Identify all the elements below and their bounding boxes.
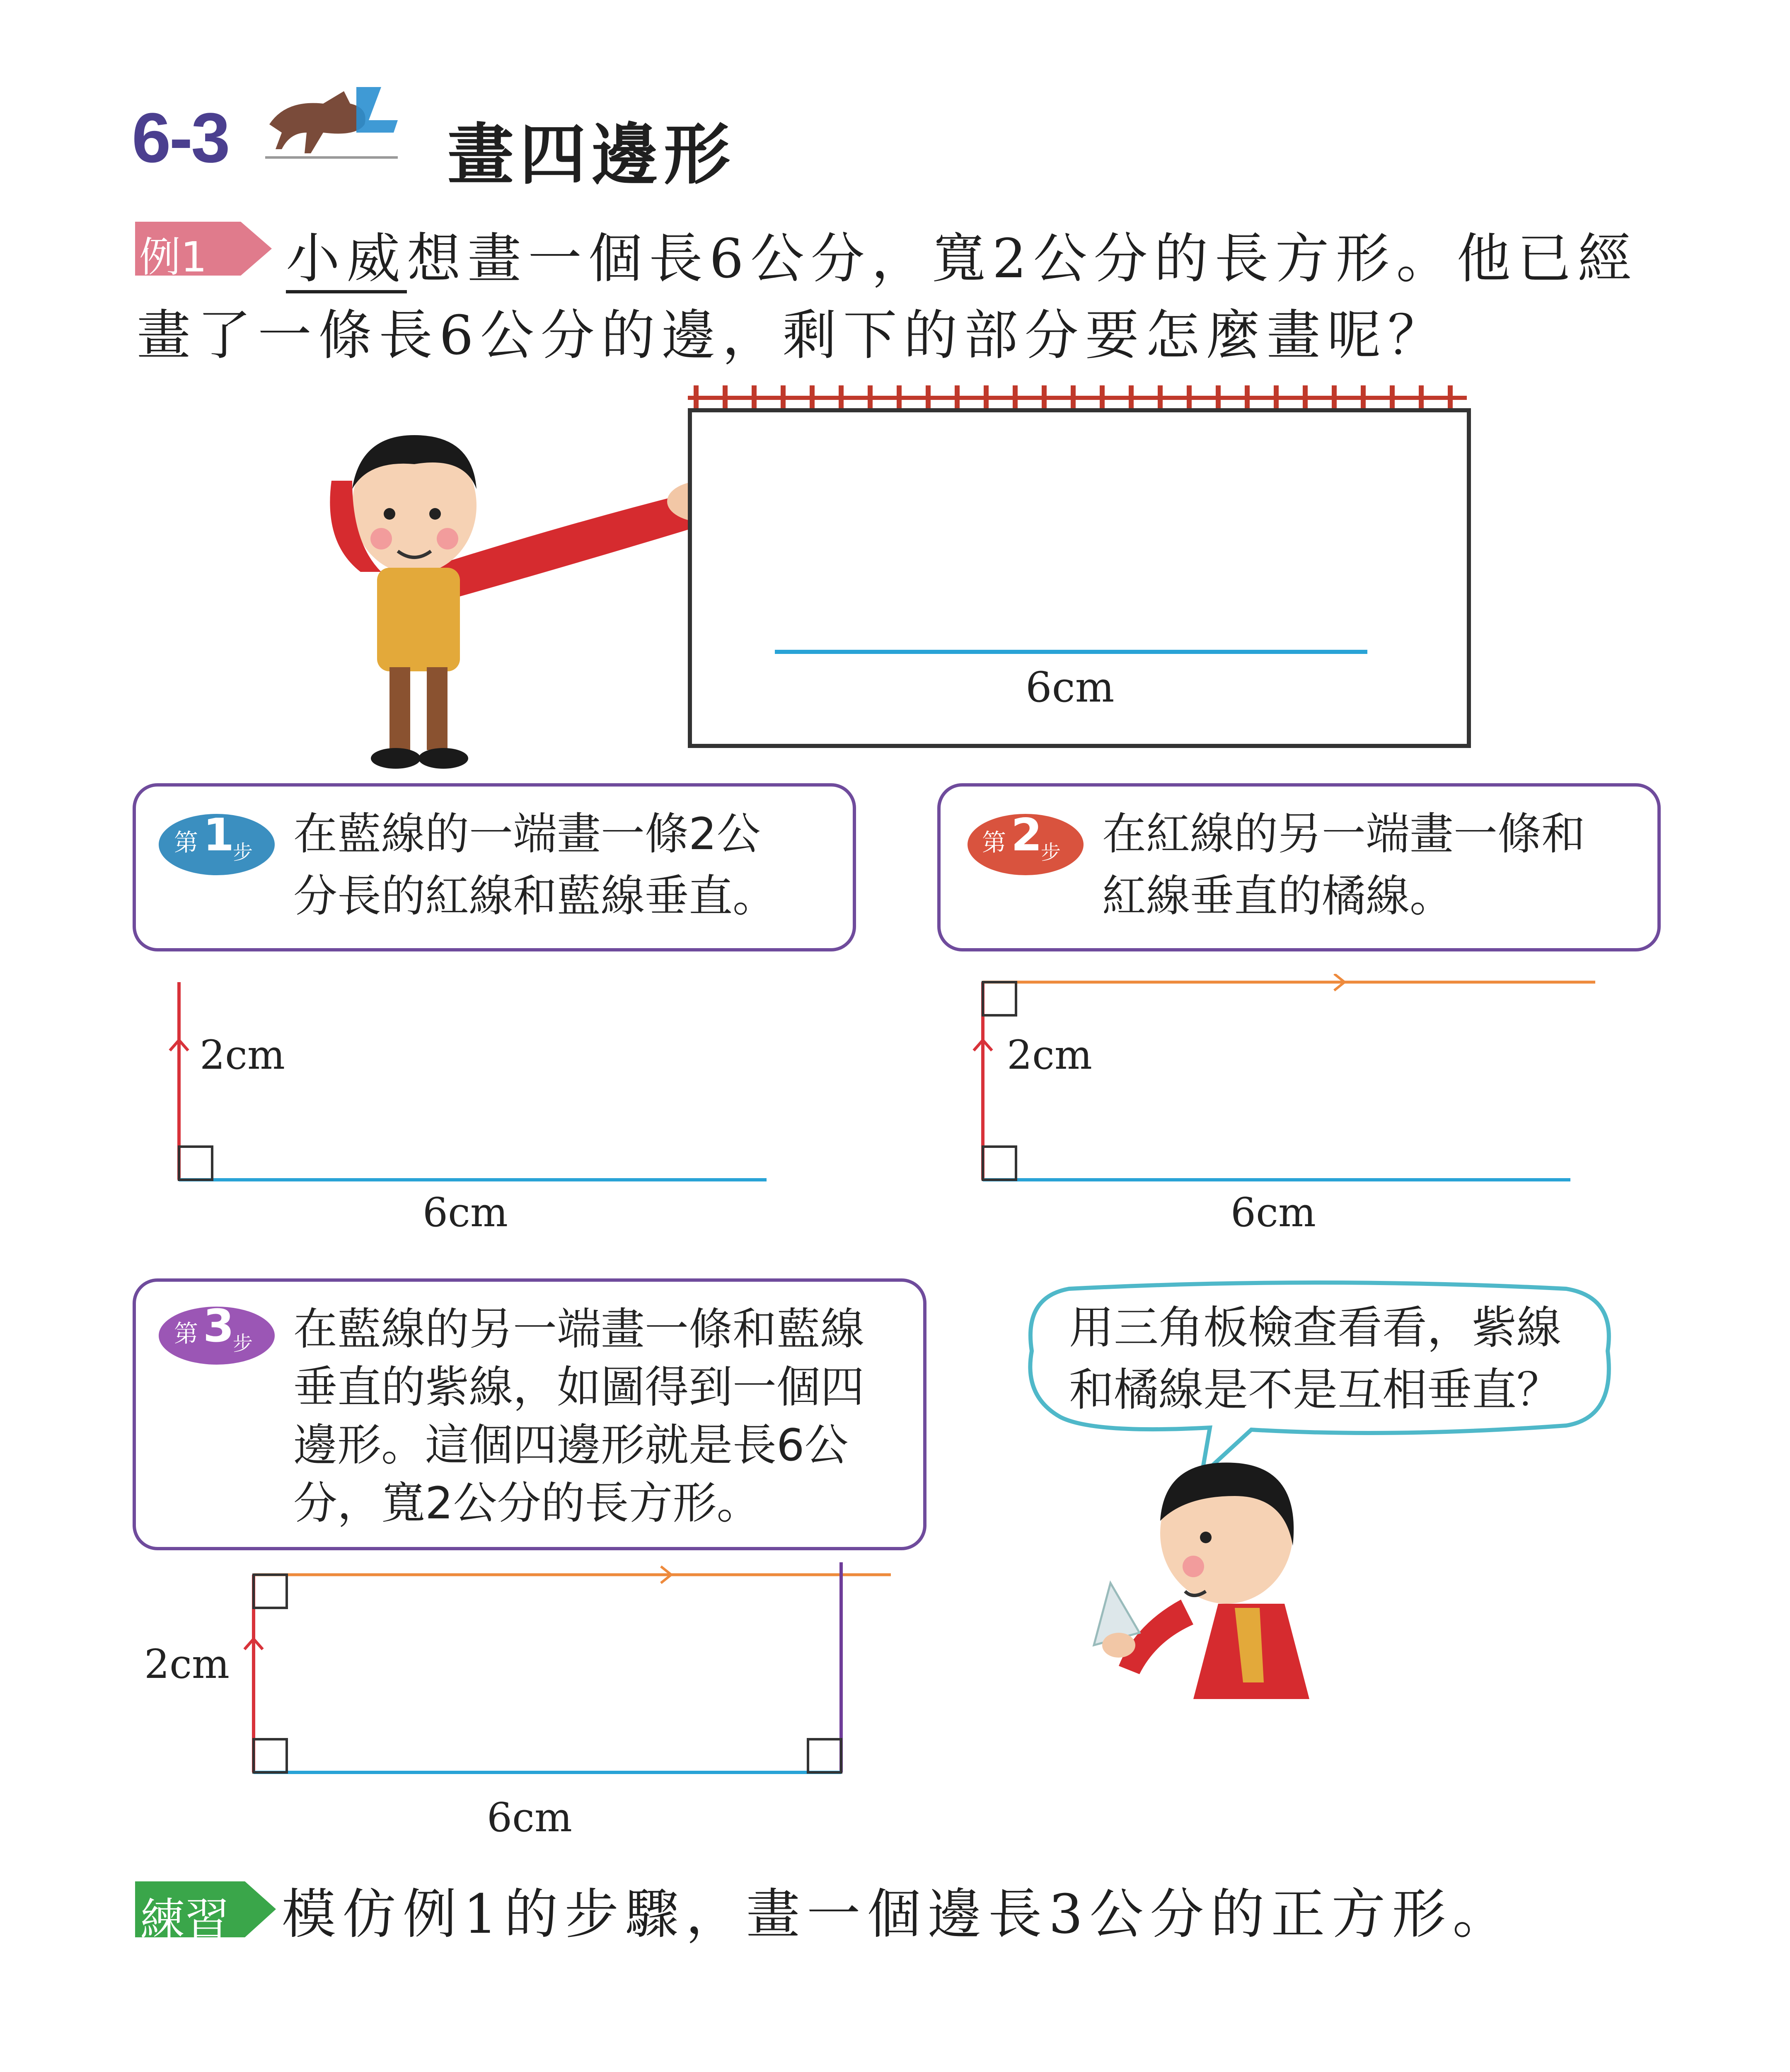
example-tag-label: 例1 (139, 233, 207, 281)
question-line-1-rest: 想畫一個長6公分，寬2公分的長方形。他已經 (407, 227, 1638, 290)
step-2-diagram (961, 974, 1608, 1193)
dog-airplane-icon (261, 75, 418, 162)
step-3-badge-prefix: 第 (174, 1319, 198, 1348)
step-1-diagram (157, 978, 787, 1193)
step-2-line-2: 紅線垂直的橘線。 (1102, 871, 1454, 922)
boy-pointing-illustration (307, 419, 721, 771)
step-2-width-label: 6cm (1231, 1189, 1316, 1236)
step-3-width-label: 6cm (487, 1794, 572, 1841)
step-3-line-2: 垂直的紫線，如圖得到一個四 (293, 1362, 864, 1413)
boy-with-set-square-illustration (1069, 1450, 1359, 1699)
step-1-badge-number: 1 (203, 809, 235, 861)
step-2-badge-number: 2 (1011, 809, 1043, 861)
section-title: 畫四邊形 (448, 116, 736, 194)
board-length-label: 6cm (1026, 663, 1115, 712)
step-1-line-1: 在藍線的一端畫一條2公 (293, 808, 761, 859)
question-name: 小威 (286, 227, 407, 293)
step-3-box (133, 1278, 926, 1550)
step-3-badge-number: 3 (203, 1300, 235, 1352)
step-3-diagram (232, 1562, 903, 1786)
speech-bubble-line-2: 和橘線是不是互相垂直？ (1069, 1364, 1562, 1416)
step-1-box (133, 783, 856, 951)
speech-bubble-text (1069, 1297, 1561, 1421)
step-2-line-1: 在紅線的另一端畫一條和 (1102, 808, 1585, 859)
step-1-height-label: 2cm (200, 1032, 285, 1078)
step-3-badge-suffix: 步 (233, 1332, 253, 1355)
question-line-2: 畫了一條長6公分的邊，剩下的部分要怎麼畫呢？ (137, 304, 1448, 367)
step-3-height-label: 2cm (144, 1641, 230, 1687)
step-2-height-label: 2cm (1007, 1032, 1092, 1078)
speech-bubble-line-1: 用三角板檢查看看，紫線 (1069, 1302, 1562, 1354)
question-line-1 (286, 215, 1638, 293)
step-2-badge-suffix: 步 (1041, 841, 1061, 864)
step-1-badge-prefix: 第 (174, 828, 198, 857)
step-1-badge-suffix: 步 (233, 841, 253, 864)
step-1-line-2: 分長的紅線和藍線垂直。 (293, 871, 776, 922)
board-blue-line (775, 650, 1367, 654)
step-3-line-1: 在藍線的另一端畫一條和藍線 (293, 1304, 864, 1355)
step-3-line-4: 分，寬2公分的長方形。 (293, 1478, 761, 1529)
step-1-width-label: 6cm (423, 1189, 508, 1236)
section-number: 6-3 (132, 99, 229, 177)
step-3-line-3: 邊形。這個四邊形就是長6公 (293, 1420, 849, 1471)
step-2-badge-prefix: 第 (982, 828, 1006, 857)
practice-text: 模仿例1的步驟，畫一個邊長3公分的正方形。 (282, 1883, 1513, 1946)
step-2-box (937, 783, 1661, 951)
practice-tag-label: 練習 (140, 1894, 230, 1946)
